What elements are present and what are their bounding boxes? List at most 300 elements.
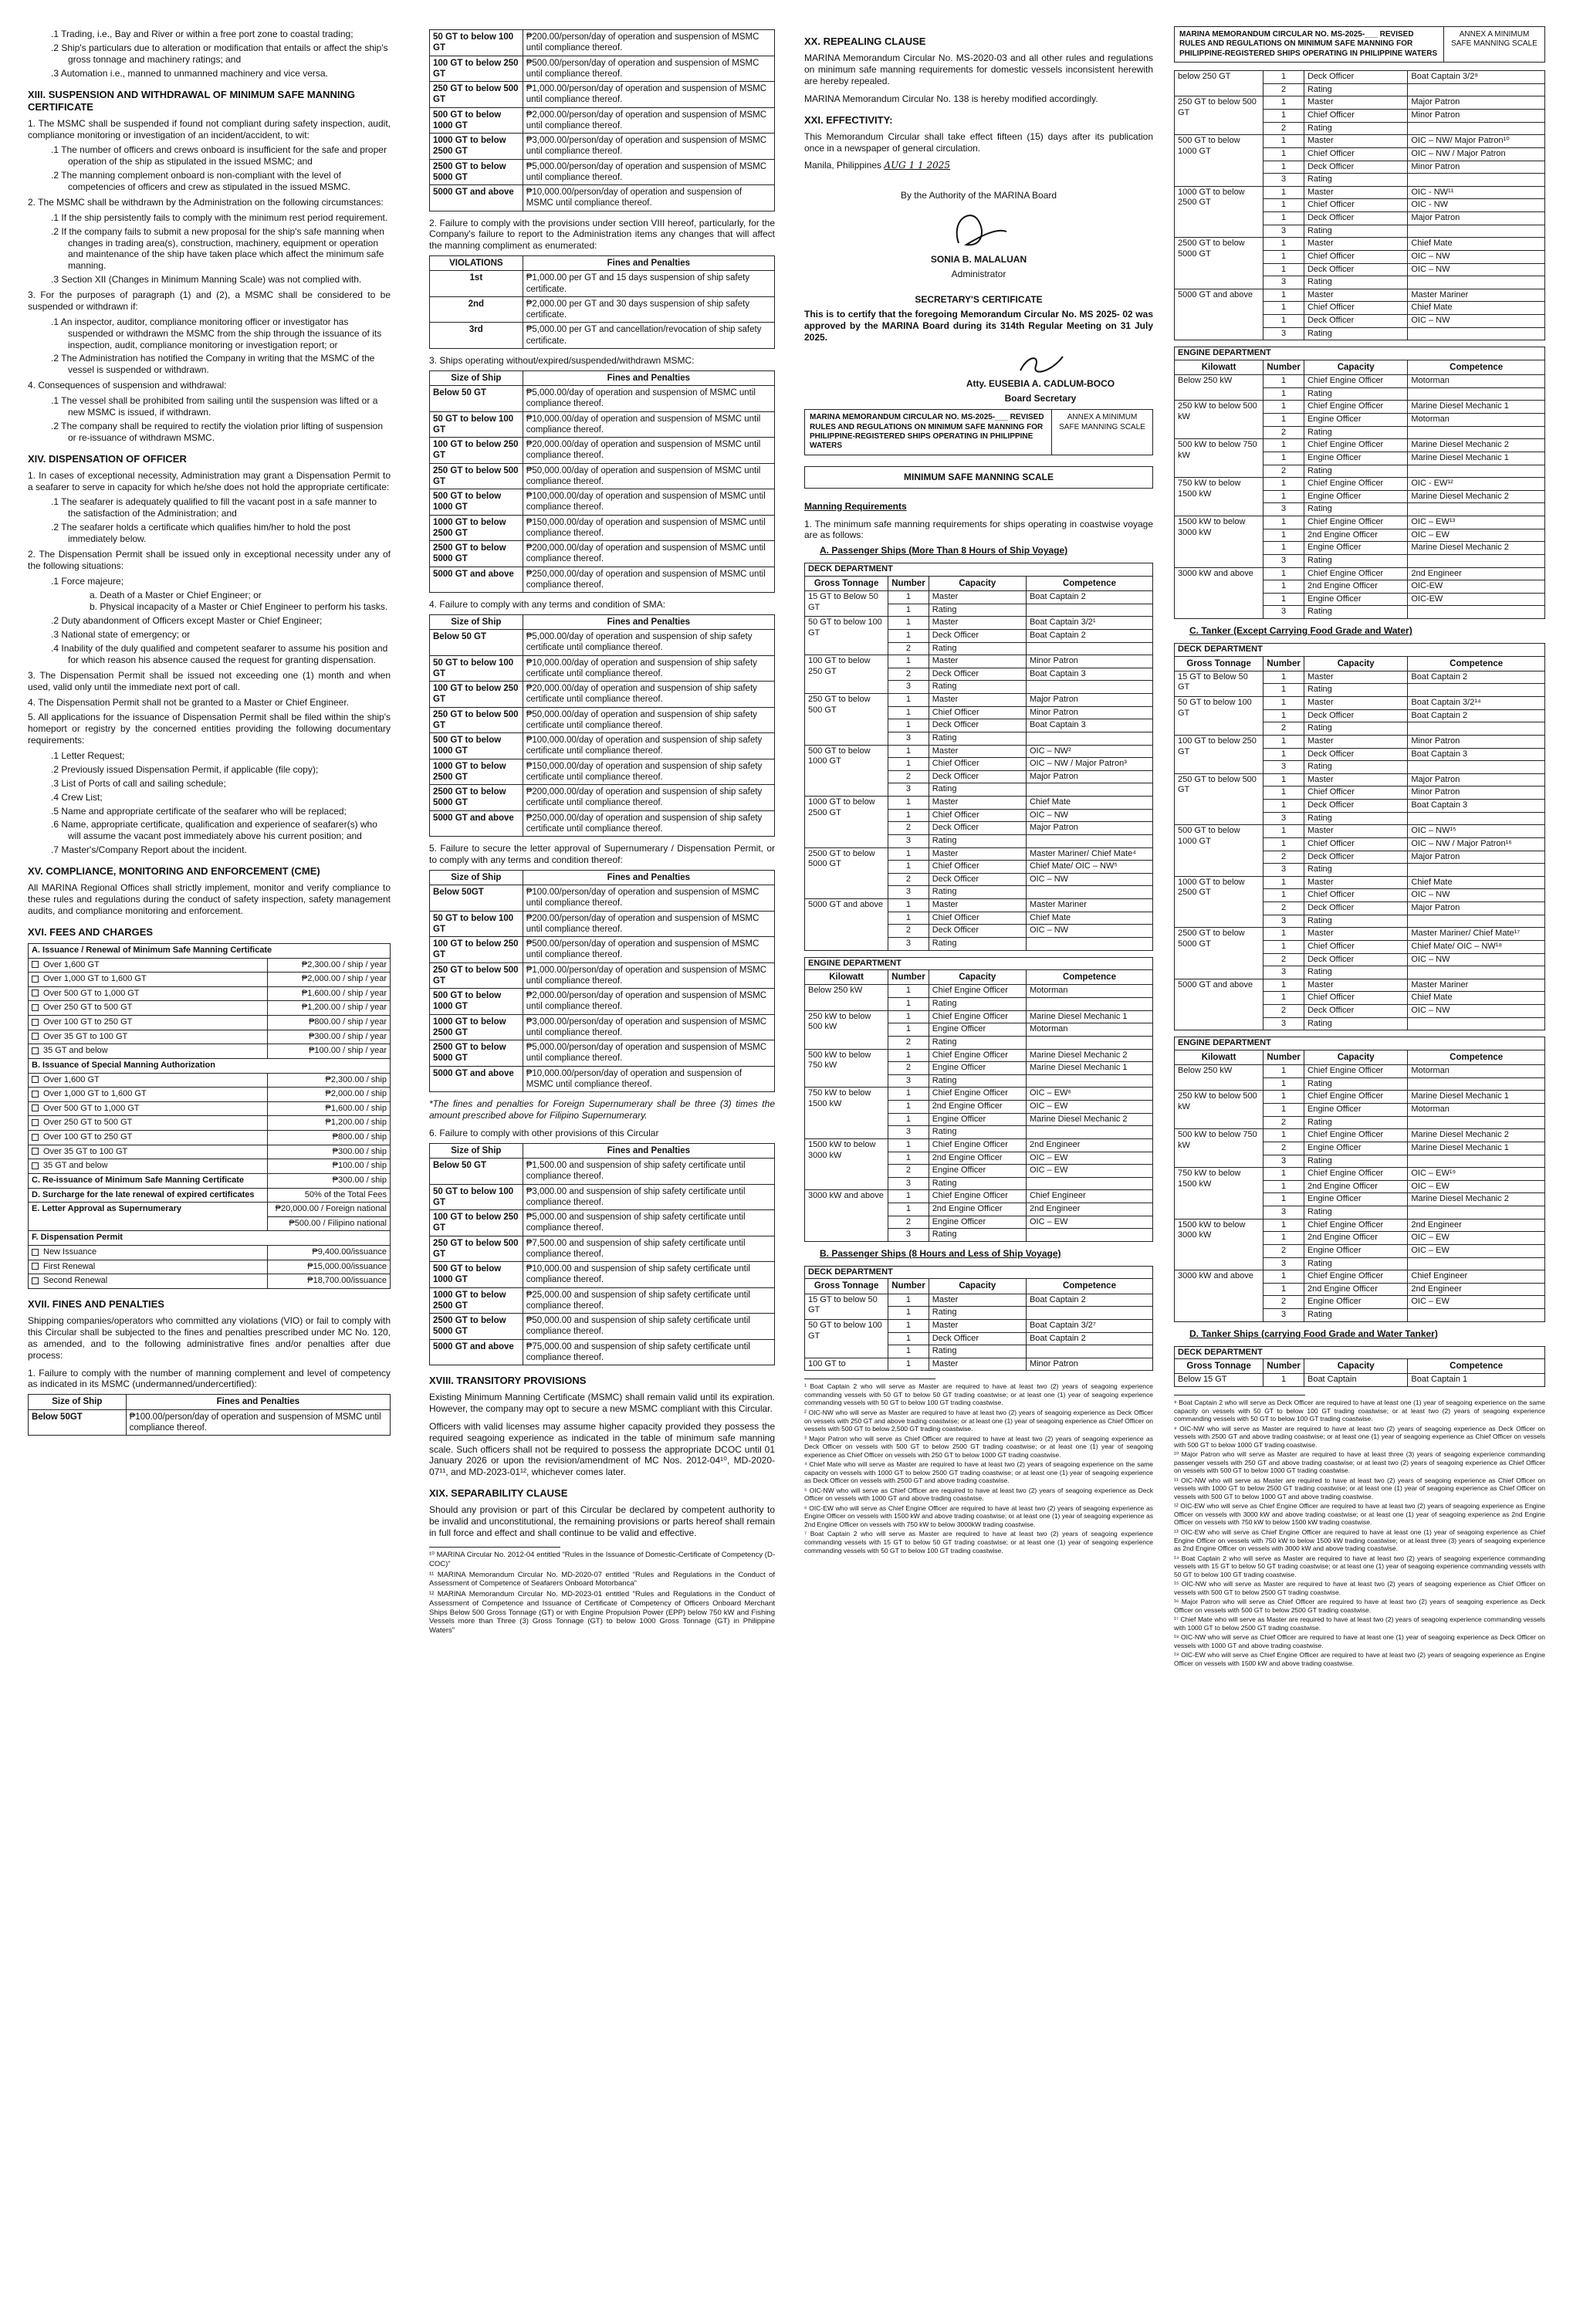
competence-cell: OIC – EW¹⁹ bbox=[1408, 1168, 1545, 1181]
certificate-title: SECRETARY'S CERTIFICATE bbox=[915, 293, 1043, 305]
number-cell: 1 bbox=[1263, 96, 1304, 110]
number-cell: 1 bbox=[1263, 212, 1304, 225]
column-header: Size of Ship bbox=[430, 1143, 523, 1158]
competence-cell: Master Mariner/ Chief Mate¹⁷ bbox=[1408, 928, 1545, 941]
table-row bbox=[430, 159, 775, 185]
size-cell: 250 GT to below 500 GT bbox=[430, 1236, 523, 1262]
footnote: ¹³ OIC-EW who will serve as Chief Engine Officer are required to have at least one (1) year of seagoing experience as Chief Engine Officer on vessels with 750 kW to below 1500 kW trading coastwise; or at least three (3) years of seagoing experience as 2nd Engine Officer on vessels with 3000 kW and above trading coastwise. bbox=[1174, 1528, 1545, 1553]
capacity-cell: Chief Officer bbox=[929, 758, 1026, 771]
column-2 bbox=[429, 26, 775, 1637]
column-header: Number bbox=[1263, 656, 1304, 671]
fee-label: Over 250 GT to 500 GT bbox=[43, 1118, 133, 1128]
item-text: The seafarer holds a certificate which qualifies him/her to hold the post immediately below. bbox=[61, 522, 351, 545]
tonnage-cell: 1500 kW to below 3000 kW bbox=[805, 1138, 888, 1190]
capacity-cell: Rating bbox=[1304, 761, 1407, 774]
competence-cell bbox=[1408, 174, 1545, 187]
number-cell: 3 bbox=[1263, 761, 1304, 774]
tonnage-cell: 2500 GT to below 5000 GT bbox=[805, 847, 888, 899]
fee-amount: ₱100.00 / ship / year bbox=[267, 1044, 391, 1059]
capacity-cell: Engine Officer bbox=[1304, 593, 1407, 606]
handwritten-date: AUG 1 1 2025 bbox=[884, 160, 951, 171]
fee-label-cell bbox=[29, 1016, 268, 1030]
table-row bbox=[1175, 135, 1545, 148]
competence-cell bbox=[1408, 387, 1545, 401]
table-row bbox=[430, 707, 775, 733]
item-number: .1 bbox=[51, 750, 59, 762]
penalty-cell: ₱150,000.00/day of operation and suspension of MSMC until compliance thereof. bbox=[523, 515, 774, 541]
competence-cell: Chief Engineer bbox=[1026, 1190, 1152, 1203]
competence-cell bbox=[1408, 1155, 1545, 1168]
tonnage-cell: 1000 GT to below 2500 GT bbox=[1175, 876, 1263, 928]
paragraph: This Memorandum Circular shall take effect fifteen (15) days after its publication once in a newspaper of general circulation. bbox=[804, 130, 1153, 154]
size-cell: Below 50 GT bbox=[430, 630, 523, 656]
column-header: Capacity bbox=[929, 970, 1026, 985]
competence-cell bbox=[1026, 1074, 1152, 1088]
fee-label: Over 250 GT to 500 GT bbox=[43, 1003, 133, 1013]
paragraph: 1. The minimum safe manning requirements for ships operating in coastwise voyage are as follows: bbox=[804, 518, 1153, 541]
capacity-cell: Chief Officer bbox=[1304, 302, 1407, 315]
capacity-cell: Master bbox=[929, 694, 1026, 707]
table-row bbox=[805, 1319, 1153, 1332]
penalty-cell: ₱2,000.00/person/day of operation and suspension of MSMC until compliance thereof. bbox=[523, 107, 774, 134]
table-row bbox=[430, 785, 775, 811]
item-text: Trading, i.e., Bay and River or within a free port zone to coastal trading; bbox=[61, 29, 354, 39]
size-cell: 500 GT to below 1000 GT bbox=[430, 989, 523, 1015]
capacity-cell: 2nd Engine Officer bbox=[1304, 1283, 1407, 1296]
number-cell: 1 bbox=[888, 1190, 929, 1203]
footnote: ¹⁶ Major Patron who will serve as Chief Officer are required to have at least two (2) years of seagoing experience as Deck Officer on vessels with 500 GT to below 2500 GT trading coastwise. bbox=[1174, 1598, 1545, 1614]
size-cell: 50 GT to below 100 GT bbox=[430, 911, 523, 937]
size-cell: 2500 GT to below 5000 GT bbox=[430, 541, 523, 567]
table-row bbox=[430, 885, 775, 912]
competence-cell: OIC – NW¹⁵ bbox=[1408, 825, 1545, 838]
footnote: ⁸ Boat Captain 2 who will serve as Deck Officer are required to have at least one (1) year of seagoing experience on the same capacity on vessels with 50 GT to below 100 GT trading coastwise; or at least two (2) years of seagoing experience commanding vessels with 50 GT to below 100 GT trading coastwise. bbox=[1174, 1399, 1545, 1423]
number-cell: 1 bbox=[888, 1088, 929, 1101]
number-cell: 1 bbox=[1263, 135, 1304, 148]
capacity-cell: Boat Captain bbox=[1304, 1374, 1407, 1387]
competence-cell bbox=[1026, 834, 1152, 847]
item-number: .1 bbox=[51, 496, 59, 508]
competence-cell: OIC – NW² bbox=[1026, 745, 1152, 758]
competence-cell: OIC – EW⁶ bbox=[1026, 1088, 1152, 1101]
table-row bbox=[430, 682, 775, 708]
capacity-cell: Chief Officer bbox=[1304, 250, 1407, 263]
table-row bbox=[805, 655, 1153, 668]
table-row bbox=[805, 985, 1153, 998]
number-cell: 1 bbox=[888, 655, 929, 668]
list-item bbox=[51, 29, 391, 40]
competence-cell bbox=[1408, 225, 1545, 238]
capacity-cell: Engine Officer bbox=[1304, 542, 1407, 555]
table-row bbox=[1175, 1168, 1545, 1181]
table-row bbox=[430, 1210, 775, 1236]
penalty-cell: ₱20,000.00/day of operation and suspension of MSMC until compliance thereof. bbox=[523, 438, 774, 464]
list-item bbox=[51, 643, 391, 666]
footnote: ¹⁸ OIC-NW who will serve as Chief Officer are required to have at least one (1) year of seagoing experience as Deck Officer on vessels with 1000 GT and above trading coastwise. bbox=[1174, 1633, 1545, 1649]
item-text: Name, appropriate certificate, qualification and experience of seafarer(s) who will assume the vacant post immediately above his current position; and bbox=[61, 819, 377, 842]
competence-cell: Marine Diesel Mechanic 2 bbox=[1408, 1193, 1545, 1206]
competence-cell: Chief Mate bbox=[1408, 876, 1545, 889]
capacity-cell: Deck Officer bbox=[1304, 1005, 1407, 1018]
capacity-cell: Deck Officer bbox=[1304, 709, 1407, 722]
capacity-cell: Rating bbox=[1304, 554, 1407, 567]
item-text: Previously issued Dispensation Permit, if applicable (file copy); bbox=[61, 763, 319, 775]
item-text: The Administration has notified the Company in writing that the MSMC of the vessel is suspended or withdrawn. bbox=[61, 353, 375, 376]
item-number: .7 bbox=[51, 844, 59, 856]
table-row bbox=[1175, 96, 1545, 110]
number-cell: 1 bbox=[888, 1358, 929, 1371]
table-row bbox=[1175, 1129, 1545, 1142]
capacity-cell: Chief Engine Officer bbox=[1304, 1065, 1407, 1078]
item-number: .2 bbox=[51, 170, 59, 181]
list-item bbox=[51, 496, 391, 519]
competence-cell: Marine Diesel Mechanic 1 bbox=[1408, 1142, 1545, 1155]
tonnage-cell: 3000 kW and above bbox=[805, 1190, 888, 1242]
number-cell: 1 bbox=[1263, 735, 1304, 748]
competence-cell: 2nd Engineer bbox=[1408, 1283, 1545, 1296]
table-row bbox=[430, 411, 775, 438]
section-heading: XVI. FEES AND CHARGES bbox=[28, 925, 154, 938]
competence-cell: Chief Mate bbox=[1408, 992, 1545, 1005]
fee-label: Over 500 GT to 1,000 GT bbox=[43, 988, 140, 998]
fee-label-cell bbox=[29, 1159, 268, 1174]
column-header: Gross Tonnage bbox=[1175, 1359, 1263, 1374]
column-header: Fines and Penalties bbox=[523, 256, 774, 271]
footnote: ⁶ OIC-EW who will serve as Chief Engine Officer are required to have at least two (2) years of seagoing experience as Engine Officer on vessels with 1500 kW and above trading coastwise; or at least one (1) year of seagoing experience as 2nd Engine Officer on vessels with 750 kW to below 3000kW trading coastwise. bbox=[804, 1504, 1153, 1528]
footnote: ¹² OIC-EW who will serve as Chief Engine Officer are required to have at least two (2) years of seagoing experience as Engine Officer on vessels with 3000 kW and above trading coastwise; or at least one (1) year of seagoing experience as 2nd Engine Officer on vessels with 750 kW to below 1500 kW trading coastwise. bbox=[1174, 1502, 1545, 1527]
department-label: DECK DEPARTMENT bbox=[1175, 643, 1545, 656]
number-cell: 1 bbox=[888, 899, 929, 912]
checkbox-icon bbox=[32, 989, 39, 996]
number-cell: 2 bbox=[888, 1062, 929, 1075]
capacity-cell: Engine Officer bbox=[1304, 452, 1407, 465]
competence-cell: Major Patron bbox=[1408, 902, 1545, 915]
capacity-cell: Chief Officer bbox=[1304, 787, 1407, 800]
penalty-cell: ₱200.00/person/day of operation and suspension of MSMC until compliance thereof. bbox=[523, 911, 774, 937]
table-row bbox=[29, 1016, 391, 1030]
tonnage-cell: 15 GT to Below 50 GT bbox=[805, 591, 888, 617]
competence-cell: Boat Captain 2 bbox=[1026, 591, 1152, 604]
competence-cell: OIC – NW bbox=[1026, 925, 1152, 938]
fee-section-title: B. Issuance of Special Manning Authorization bbox=[29, 1058, 391, 1073]
fee-label-cell bbox=[29, 1145, 268, 1159]
item-number: .3 bbox=[51, 629, 59, 641]
number-cell: 3 bbox=[1263, 1206, 1304, 1220]
footnote: ¹¹ OIC-NW who will serve as Master are required to have at least two (2) years of seagoing experience as Chief Officer on vessels with 1000 GT to below 2500 GT trading coastwise; or at least one (1) year of seagoing experience as Chief Officer on vessels with 500 GT to below 1000 GT and above trading coastwise. bbox=[1174, 1476, 1545, 1500]
item-number: .2 bbox=[51, 763, 59, 775]
column-header: VIOLATIONS bbox=[430, 256, 523, 271]
column-header: Competence bbox=[1408, 1359, 1545, 1374]
fee-label-cell bbox=[29, 986, 268, 1001]
number-cell: 3 bbox=[1263, 503, 1304, 516]
size-cell: 50 GT to below 100 GT bbox=[430, 655, 523, 682]
capacity-cell: Rating bbox=[1304, 722, 1407, 736]
competence-cell: OIC – NW bbox=[1408, 250, 1545, 263]
fee-amount: ₱1,600.00 / ship bbox=[267, 1101, 391, 1116]
tonnage-cell: 750 kW to below 1500 kW bbox=[1175, 478, 1263, 516]
competence-cell: Motorman bbox=[1408, 414, 1545, 427]
number-cell: 1 bbox=[1263, 567, 1304, 580]
signature-mark bbox=[804, 349, 1153, 375]
number-cell: 1 bbox=[1263, 302, 1304, 315]
table-row bbox=[430, 1236, 775, 1262]
competence-cell: Marine Diesel Mechanic 1 bbox=[1408, 1091, 1545, 1104]
fee-label: Second Renewal bbox=[43, 1276, 108, 1286]
item-number: .3 bbox=[51, 67, 59, 79]
capacity-cell: 2nd Engine Officer bbox=[929, 1152, 1026, 1165]
table-row bbox=[430, 567, 775, 593]
number-cell: 1 bbox=[1263, 1180, 1304, 1193]
paragraph: 2. The Dispensation Permit shall be issued only in exceptional necessity under any of the following situations: bbox=[28, 548, 391, 571]
competence-cell: OIC – NW bbox=[1408, 315, 1545, 328]
competence-cell: Boat Captain 2 bbox=[1026, 629, 1152, 642]
penalty-cell: ₱2,000.00 per GT and 30 days suspension of ship safety certificate. bbox=[523, 296, 774, 323]
capacity-cell: Deck Officer bbox=[1304, 800, 1407, 813]
number-cell: 3 bbox=[1263, 327, 1304, 340]
fee-label: 35 GT and below bbox=[43, 1046, 108, 1056]
competence-cell bbox=[1408, 327, 1545, 340]
item-text: Automation i.e., manned to unmanned machinery and vice versa. bbox=[60, 67, 328, 79]
number-cell: 3 bbox=[888, 783, 929, 797]
penalty-cell: ₱2,000.00/person/day of operation and suspension of MSMC until compliance thereof. bbox=[523, 989, 774, 1015]
capacity-cell: Rating bbox=[1304, 83, 1407, 96]
department-label: DECK DEPARTMENT bbox=[805, 563, 1153, 577]
tonnage-cell: 5000 GT and above bbox=[1175, 979, 1263, 1030]
penalty-cell: ₱200,000.00/day of operation and suspension of ship safety certificate until compliance thereof. bbox=[523, 785, 774, 811]
tonnage-cell: 1000 GT to below 2500 GT bbox=[805, 797, 888, 848]
size-cell: 250 GT to below 500 GT bbox=[430, 463, 523, 489]
competence-cell: Marine Diesel Mechanic 2 bbox=[1408, 439, 1545, 452]
number-cell: 1 bbox=[1263, 889, 1304, 902]
item-text: Section XII (Changes in Minimum Manning Scale) was not complied with. bbox=[61, 274, 362, 286]
tonnage-cell: 250 GT to below 500 GT bbox=[805, 694, 888, 746]
number-cell: 1 bbox=[1263, 1270, 1304, 1284]
number-cell: 1 bbox=[888, 1101, 929, 1114]
number-cell: 1 bbox=[1263, 671, 1304, 684]
penalty-cell: ₱5,000.00/day of operation and suspension of ship safety certificate until compliance thereof. bbox=[523, 630, 774, 656]
list-item bbox=[51, 805, 391, 817]
column-header: Gross Tonnage bbox=[1175, 656, 1263, 671]
competence-cell: OIC - NW bbox=[1408, 199, 1545, 212]
competence-cell: Motorman bbox=[1408, 1065, 1545, 1078]
competence-cell: OIC – NW/ Major Patron¹⁰ bbox=[1408, 135, 1545, 148]
number-cell: 1 bbox=[1263, 928, 1304, 941]
tonnage-cell: 500 kW to below 750 kW bbox=[805, 1049, 888, 1088]
capacity-cell: Master bbox=[929, 745, 1026, 758]
size-cell: Below 50 GT bbox=[430, 386, 523, 412]
table-row bbox=[29, 973, 391, 987]
number-cell: 1 bbox=[1263, 289, 1304, 302]
column-header: Capacity bbox=[1304, 656, 1407, 671]
competence-cell: Motorman bbox=[1408, 1104, 1545, 1117]
competence-cell: Motorman bbox=[1026, 985, 1152, 998]
capacity-cell: Chief Engine Officer bbox=[929, 1138, 1026, 1152]
item-text: The seafarer is adequately qualified to fill the vacant post in a safe manner to the satisfaction of the Administration; and bbox=[61, 496, 377, 519]
tonnage-cell: 3000 kW and above bbox=[1175, 567, 1263, 619]
fee-amount: ₱15,000.00/issuance bbox=[267, 1260, 391, 1274]
signature-icon bbox=[804, 205, 1153, 251]
size-cell: 5000 GT and above bbox=[430, 185, 523, 211]
competence-cell: Boat Captain 3/2¹ bbox=[1026, 617, 1152, 630]
competence-cell: OIC – NW bbox=[1408, 263, 1545, 276]
table-header-row bbox=[430, 1143, 775, 1158]
competence-cell: Chief Mate bbox=[1026, 912, 1152, 925]
department-label: ENGINE DEPARTMENT bbox=[1175, 1037, 1545, 1050]
list-item bbox=[51, 777, 391, 790]
number-cell: 2 bbox=[888, 925, 929, 938]
competence-cell: Major Patron bbox=[1408, 212, 1545, 225]
penalty-cell: ₱5,000.00 and suspension of ship safety certificate until compliance thereof. bbox=[523, 1210, 774, 1236]
tonnage-cell: 1500 kW to below 3000 kW bbox=[1175, 1219, 1263, 1270]
competence-cell: OIC – EW¹³ bbox=[1408, 516, 1545, 529]
competence-cell: OIC – EW bbox=[1026, 1152, 1152, 1165]
footnote: ¹¹ MARINA Memorandum Circular No. MD-2020-07 entitled "Rules and Regulations in the Conduct of Assessment of Competence of Seafarers Onboard Motorbanca" bbox=[429, 1570, 775, 1588]
table-row bbox=[29, 1030, 391, 1044]
number-cell: 3 bbox=[888, 937, 929, 950]
competence-cell bbox=[1026, 1229, 1152, 1242]
item-number: .3 bbox=[51, 777, 59, 789]
table-row bbox=[430, 1339, 775, 1365]
fee-label: First Renewal bbox=[43, 1261, 96, 1271]
number-cell: 2 bbox=[888, 1216, 929, 1229]
competence-cell: Major Patron bbox=[1408, 773, 1545, 787]
capacity-cell: Master bbox=[929, 1358, 1026, 1371]
competence-cell: Motorman bbox=[1026, 1023, 1152, 1037]
number-cell: 2 bbox=[888, 822, 929, 835]
capacity-cell: Deck Officer bbox=[1304, 851, 1407, 864]
table-row bbox=[805, 1088, 1153, 1101]
number-cell: 1 bbox=[888, 797, 929, 810]
capacity-cell: Master bbox=[929, 591, 1026, 604]
capacity-cell: Rating bbox=[1304, 426, 1407, 439]
number-cell: 1 bbox=[888, 706, 929, 719]
column-header: Competence bbox=[1026, 576, 1152, 590]
fee-label: Over 35 GT to 100 GT bbox=[43, 1146, 128, 1156]
competence-cell: OIC – NW bbox=[1026, 809, 1152, 822]
size-cell: 3rd bbox=[430, 323, 523, 349]
column-header: Competence bbox=[1408, 360, 1545, 374]
capacity-cell: Engine Officer bbox=[929, 1062, 1026, 1075]
column-header: Kilowatt bbox=[1175, 1050, 1263, 1064]
number-cell: 3 bbox=[1263, 966, 1304, 979]
capacity-cell: Rating bbox=[1304, 915, 1407, 928]
item-text: The vessel shall be prohibited from sailing until the suspension was lifted or a new MSMC is issued, if withdrawn. bbox=[61, 395, 378, 418]
capacity-cell: Master bbox=[929, 617, 1026, 630]
size-cell: Below 50 GT bbox=[430, 1159, 523, 1185]
competence-cell: Minor Patron bbox=[1408, 735, 1545, 748]
capacity-cell: Rating bbox=[929, 1229, 1026, 1242]
item-number: .4 bbox=[51, 791, 59, 803]
competence-cell: OIC – NW / Major Patron³ bbox=[1026, 758, 1152, 771]
tonnage-cell: 1000 GT to below 2500 GT bbox=[1175, 186, 1263, 238]
list-item bbox=[51, 67, 391, 79]
penalty-table-6 bbox=[429, 1143, 775, 1365]
number-cell: 1 bbox=[1263, 147, 1304, 161]
penalty-table-4 bbox=[429, 614, 775, 837]
number-cell: 1 bbox=[1263, 375, 1304, 388]
number-cell: 1 bbox=[888, 1049, 929, 1062]
competence-cell: OIC – EW bbox=[1408, 1244, 1545, 1257]
competence-cell: Minor Patron bbox=[1408, 787, 1545, 800]
competence-cell: Marine Diesel Mechanic 2 bbox=[1408, 1129, 1545, 1142]
checkbox-icon bbox=[32, 1277, 39, 1284]
penalty-cell: ₱25,000.00 and suspension of ship safety certificate until compliance thereof. bbox=[523, 1287, 774, 1314]
paragraph: 2. The MSMC shall be withdrawn by the Administration on the following circumstances: bbox=[28, 196, 384, 208]
table-row bbox=[430, 1014, 775, 1040]
size-cell: 5000 GT and above bbox=[430, 1066, 523, 1092]
capacity-cell: Rating bbox=[929, 834, 1026, 847]
deck-table-b-cont bbox=[1174, 70, 1545, 340]
penalty-cell: ₱250,000.00/day of operation and suspension of ship safety certificate until compliance thereof. bbox=[523, 810, 774, 837]
subsection-heading: A. Passenger Ships (More Than 8 Hours of Ship Voyage) bbox=[820, 545, 1068, 556]
competence-cell bbox=[1026, 937, 1152, 950]
competence-cell: Master Mariner bbox=[1408, 979, 1545, 992]
capacity-cell: Master bbox=[929, 797, 1026, 810]
number-cell: 1 bbox=[1263, 825, 1304, 838]
tonnage-cell: 500 kW to below 750 kW bbox=[1175, 1129, 1263, 1168]
size-cell: 5000 GT and above bbox=[430, 567, 523, 593]
item-text: List of Ports of call and sailing schedule; bbox=[61, 777, 226, 789]
penalty-cell: ₱3,000.00/person/day of operation and suspension of MSMC until compliance thereof. bbox=[523, 134, 774, 160]
penalty-cell: ₱75,000.00 and suspension of ship safety certificate until compliance thereof. bbox=[523, 1339, 774, 1365]
fee-amount: ₱500.00 / Filipino national bbox=[267, 1216, 391, 1231]
number-cell: 1 bbox=[1263, 414, 1304, 427]
table-row bbox=[430, 937, 775, 963]
competence-cell bbox=[1408, 1077, 1545, 1091]
capacity-cell: Rating bbox=[1304, 1155, 1407, 1168]
item-text: If the ship persistently fails to comply with the minimum rest period requirement. bbox=[61, 211, 388, 223]
table-row bbox=[805, 1049, 1153, 1062]
capacity-cell: Engine Officer bbox=[929, 1113, 1026, 1126]
fee-label-cell bbox=[29, 1274, 268, 1289]
department-row bbox=[1175, 1346, 1545, 1359]
number-cell: 3 bbox=[1263, 1017, 1304, 1030]
number-cell: 1 bbox=[1263, 1193, 1304, 1206]
table-row bbox=[430, 989, 775, 1015]
penalty-cell: ₱5,000.00 per GT and cancellation/revocation of ship safety certificate. bbox=[523, 323, 774, 349]
competence-cell bbox=[1408, 722, 1545, 736]
footnote: ¹⁹ OIC-EW who will serve as Chief Engine Officer are required to have at least two (2) years of seagoing experience as Engine Officer on vessels with 1500 kW and above trading coastwise. bbox=[1174, 1651, 1545, 1667]
tonnage-cell: 100 GT to below 250 GT bbox=[1175, 735, 1263, 773]
paragraph: 4. The Dispensation Permit shall not be granted to a Master or Chief Engineer. bbox=[28, 696, 350, 708]
item-text: The manning complement onboard is non-compliant with the level of competencies of officers and crew as stipulated in the issued MSMC. bbox=[61, 170, 350, 193]
table-row bbox=[29, 1073, 391, 1088]
item-text: Name and appropriate certificate of the seafarer who will be replaced; bbox=[61, 805, 347, 817]
table-header-row bbox=[805, 1279, 1153, 1294]
size-cell: 100 GT to below 250 GT bbox=[430, 682, 523, 708]
item-number: .2 bbox=[51, 615, 59, 627]
capacity-cell: Rating bbox=[929, 783, 1026, 797]
penalty-table-5 bbox=[429, 870, 775, 1092]
capacity-cell: 2nd Engine Officer bbox=[929, 1203, 1026, 1216]
number-cell: 3 bbox=[888, 732, 929, 745]
capacity-cell: 2nd Engine Officer bbox=[1304, 529, 1407, 542]
table-row bbox=[430, 911, 775, 937]
capacity-cell: Chief Officer bbox=[929, 912, 1026, 925]
checkbox-icon bbox=[32, 1249, 39, 1256]
number-cell: 1 bbox=[888, 1138, 929, 1152]
competence-cell: OIC – NW bbox=[1408, 953, 1545, 966]
number-cell: 1 bbox=[1263, 1104, 1304, 1117]
item-number: .3 bbox=[51, 274, 59, 286]
number-cell: 3 bbox=[888, 1126, 929, 1139]
capacity-cell: 2nd Engine Officer bbox=[1304, 580, 1407, 594]
paragraph: 6. Failure to comply with other provisions of this Circular bbox=[429, 1127, 659, 1138]
capacity-cell: Chief Engine Officer bbox=[929, 1190, 1026, 1203]
item-text: Physical incapacity of a Master or Chief Engineer to perform his tasks. bbox=[100, 601, 388, 613]
capacity-cell: Engine Officer bbox=[1304, 490, 1407, 503]
section-heading: XIV. DISPENSATION OF OFFICER bbox=[28, 452, 187, 465]
